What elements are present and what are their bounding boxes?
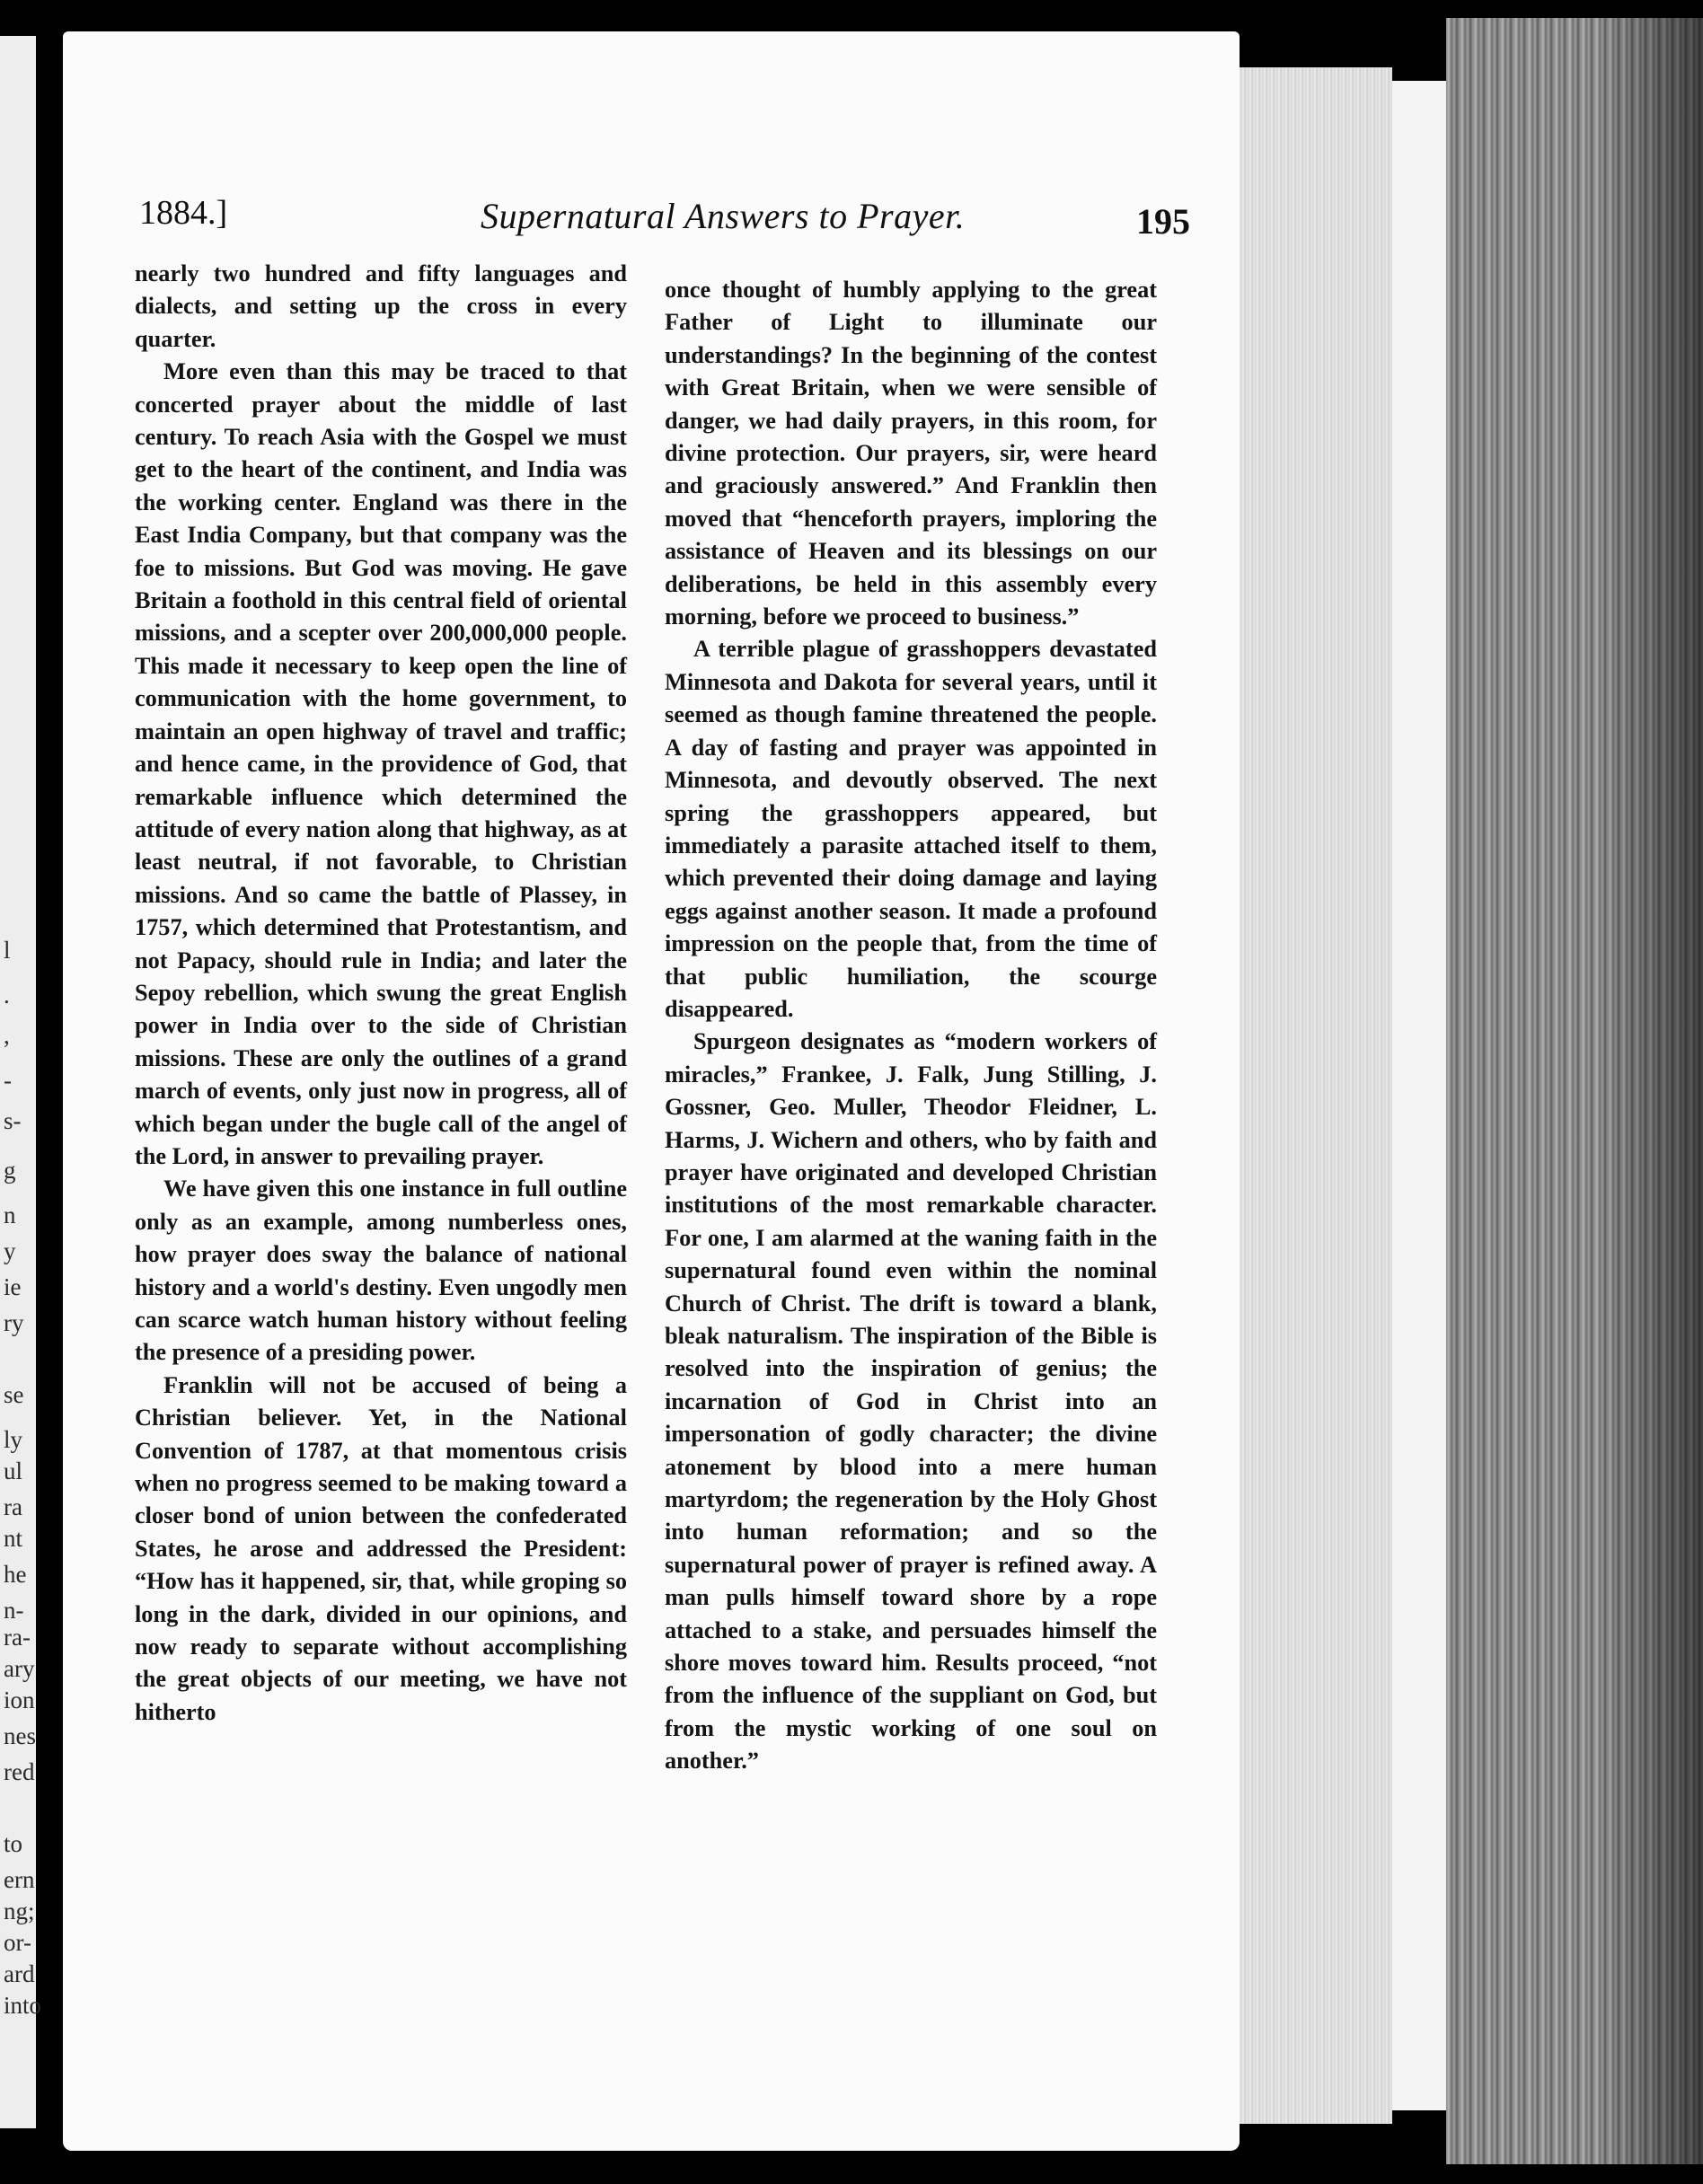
previous-page-fragment: s- xyxy=(4,1107,22,1134)
previous-page-fragment: ion xyxy=(4,1686,35,1713)
previous-page-fragment: ry xyxy=(4,1309,24,1336)
previous-page-fragment: se xyxy=(4,1381,24,1408)
previous-page-fragment: ern xyxy=(4,1866,35,1893)
previous-page-fragment: ie xyxy=(4,1273,22,1300)
page-edges xyxy=(1240,67,1392,2124)
previous-page-fragment: red xyxy=(4,1758,35,1785)
page-number: 195 xyxy=(1136,201,1190,242)
left-column xyxy=(135,258,627,1729)
previous-page-fragment: ary xyxy=(4,1655,35,1682)
paragraph: A terrible plague of grasshoppers devastated Minnesota and Dakota for several years, until it seemed as though famine threatened the people. A day of fasting and prayer was appointed in Minnesota, and devoutly observed. The next spring the grasshoppers appeared, but immediately a parasite attached itself to them, which prevented their doing damage and laying eggs against another season. It made a profound impression on the people that, from the time of that public humiliation, the scourge disappeared. xyxy=(665,636,1157,1022)
running-header xyxy=(139,193,1190,256)
previous-page-fragment: or- xyxy=(4,1929,31,1956)
paragraph: More even than this may be traced to that concerted prayer about the middle of last century. To reach Asia with the Gospel we must get to the heart of the continent, and India was the working center. England was there in the East India Company, but that company was the foe to missions. But God was moving. He gave Britain a foothold in this central field of oriental missions, and a scepter over 200,000,000 people. This made it necessary to keep open the line of communication with the home government, to maintain an open highway of travel and traffic; and hence came, in the providence of God, that remarkable influence which determined the attitude of every nation along that highway, as at least neutral, if not favorable, to Christian missions. And so came the battle of Plassey, in 1757, which determined that Protestantism, and not Papacy, should rule in India; and later the Sepoy rebellion, which swung the great English power in India over to the side of Christian missions. These are only the outlines of a grand march of events, only just now in progress, all of which began under the bugle call of the angel of the Lord, in answer to prevailing prayer. xyxy=(135,358,627,1169)
previous-page-fragment: l xyxy=(4,937,11,964)
previous-page-fragment: n- xyxy=(4,1597,24,1624)
previous-page-fragment: nes xyxy=(4,1722,36,1749)
endpaper xyxy=(1392,81,1446,2110)
previous-page-fragment: he xyxy=(4,1561,27,1588)
right-column xyxy=(665,274,1157,1778)
header-year: 1884.] xyxy=(139,194,228,232)
paragraph: nearly two hundred and fifty languages and dialects, and setting up the cross in every quarter. xyxy=(135,260,627,352)
previous-page-fragment: ra xyxy=(4,1493,22,1520)
previous-page-fragment: y xyxy=(4,1237,16,1264)
previous-page-fragment: n xyxy=(4,1202,16,1228)
previous-page-fragment: - xyxy=(4,1067,12,1094)
paragraph: once thought of humbly applying to the great Father of Light to illuminate our understandings? In the beginning of the contest with Great Britain, when we were sensible of danger, we had daily prayers, in this room, for divine protection. Our prayers, sir, were heard and graciously answered.” And Franklin then moved that “henceforth prayers, imploring the assistance of Heaven and its blessings on our deliberations, be held in this assembly every morning, before we proceed to business.” xyxy=(665,277,1157,630)
previous-page-fragment: to xyxy=(4,1830,23,1857)
header-title: Supernatural Answers to Prayer. xyxy=(481,196,966,236)
paragraph: We have given this one instance in full outline only as an example, among numberless ones, how prayer does sway the balance of national history and a world's destiny. Even ungodly men can scarce watch human history without feeling the presence of a presiding power. xyxy=(135,1176,627,1366)
previous-page-fragment: nt xyxy=(4,1525,23,1552)
previous-page-fragment: ard xyxy=(4,1960,35,1987)
book-cover-edge xyxy=(1446,18,1703,2164)
previous-page-edge xyxy=(0,36,42,2128)
previous-page-fragment: ng; xyxy=(4,1898,35,1924)
previous-page-fragment: into xyxy=(4,1992,42,2019)
previous-page-fragment: . xyxy=(4,982,10,1008)
previous-page-fragment: g xyxy=(4,1157,16,1184)
paragraph: Spurgeon designates as “modern workers of miracles,” Frankee, J. Falk, Jung Stilling, J. Gossner, Geo. Muller, Theodor Fleidner, L. Harms, J. Wichern and others, who by faith and prayer have originated and developed Christian institutions of the most remarkable character. For one, I am alarmed at the waning faith in the supernatural found even within the nominal Church of Christ. The drift is toward a blank, bleak naturalism. The inspiration of the Bible is resolved into the inspiration of genius; the incarnation of God in Christ into an impersonation of godly character; the divine atonement by blood into a mere human martyrdom; the regeneration by the Holy Ghost into human reformation; and so the supernatural power of prayer is refined away. A man pulls himself toward shore by a rope attached to a stake, and persuades himself the shore moves toward him. Results proceed, “not from the influence of the suppliant on God, but from the mystic working of one soul on another.” xyxy=(665,1028,1157,1774)
previous-page-fragment: , xyxy=(4,1022,10,1049)
previous-page-fragment: ly xyxy=(4,1426,23,1453)
paragraph: Franklin will not be accused of being a Christian believer. Yet, in the National Convention of 1787, at that momentous crisis when no progress seemed to be making toward a closer bond of union between the confederated States, he arose and addressed the President: “How has it happened, sir, that, while groping so long in the dark, divided in our opinions, and now ready to separate without accomplishing the great objects of our meeting, we have not hitherto xyxy=(135,1371,627,1725)
previous-page-fragment: ul xyxy=(4,1457,23,1484)
previous-page-fragment: ra- xyxy=(4,1624,31,1651)
book-page xyxy=(63,31,1240,2151)
